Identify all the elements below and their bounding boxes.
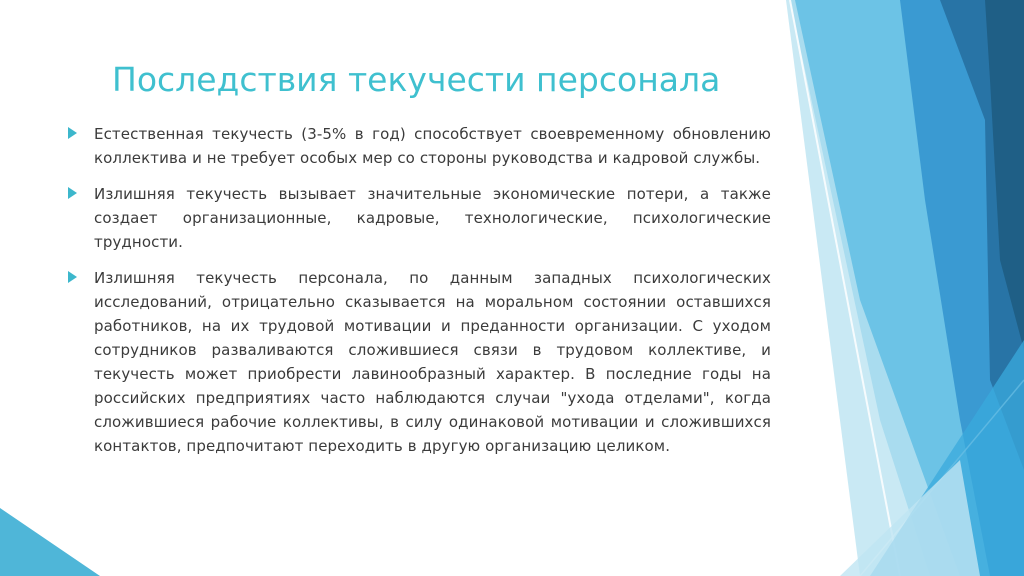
bullet-item — [68, 182, 771, 254]
bullet-item — [68, 266, 771, 458]
left-bottom-triangle — [0, 508, 100, 576]
triangle-bullet-icon — [68, 187, 77, 199]
bullet-item — [68, 122, 771, 170]
triangle-bullet-icon — [68, 271, 77, 283]
slide-title: Последствия текучести персонала — [112, 60, 721, 99]
bullet-list — [68, 122, 771, 470]
bullet-text: Естественная текучесть (3-5% в год) способствует своевременному обновлению коллектива и не требует особых мер со стороны руководства и кадровой службы. — [94, 125, 771, 167]
bullet-text: Излишняя текучесть вызывает значительные экономические потери, а также создает организационные, кадровые, технологические, психологические трудности. — [94, 185, 771, 251]
triangle-bullet-icon — [68, 127, 77, 139]
bullet-text: Излишняя текучесть персонала, по данным западных психологических исследований, отрицательно сказывается на моральном состоянии оставшихся работников, на их трудовой мотивации и преданности организации. С уходом сотрудников разваливаются сложившиеся связи в трудовом коллективе, и текучесть может приобрести лавинообразный характер. В последние годы на российских предприятиях часто наблюдаются случаи "ухода отделами", когда сложившиеся рабочие коллективы, в силу одинаковой мотивации и сложившихся контактов, предпочитают переходить в другую организацию целиком. — [94, 269, 771, 455]
